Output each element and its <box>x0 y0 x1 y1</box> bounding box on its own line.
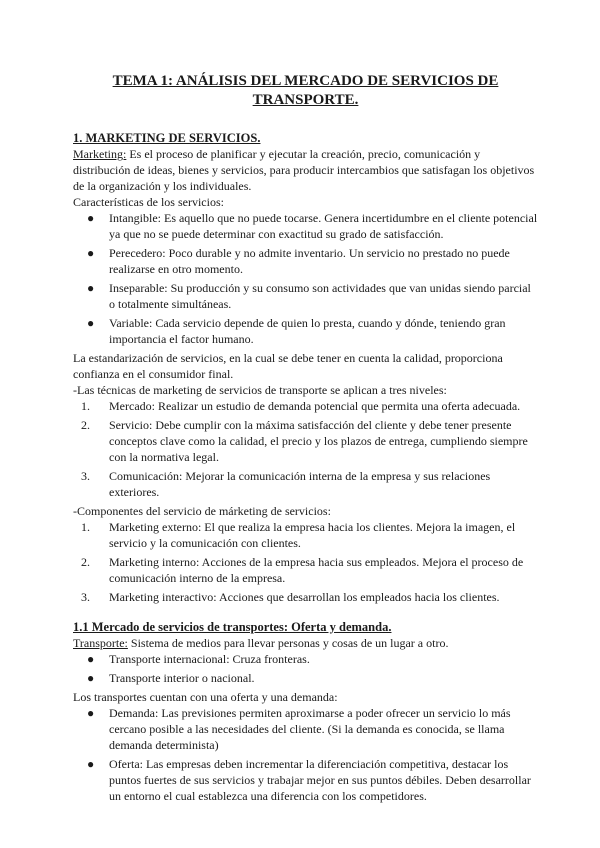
bullet-icon: ● <box>87 706 95 720</box>
list-item: 2. Servicio: Debe cumplir con la máxima satisfacción del cliente y debe tener presente conceptos clave como la calidad, el precio y los plazos de entrega, cumpliendo siempre con la normativa legal. <box>81 418 528 464</box>
marketing-definition <box>73 146 538 194</box>
list-item: 3. Comunicación: Mejorar la comunicación interna de la empresa y sus relaciones exteriores. <box>81 469 491 499</box>
bullet-icon: ● <box>87 211 95 225</box>
list-item: 1. Mercado: Realizar un estudio de demanda potencial que permita una oferta adecuada. <box>81 399 521 413</box>
bullet-icon: ● <box>87 281 95 295</box>
document-title: TEMA 1: ANÁLISIS DEL MERCADO DE SERVICIOS DE TRANSPORTE. <box>112 73 499 108</box>
bullet-icon: ● <box>87 652 95 666</box>
supply-demand-list <box>73 705 538 804</box>
bullet-icon: ● <box>87 757 95 771</box>
term-transporte: Transporte: <box>73 636 128 650</box>
standardization-paragraph: La estandarización de servicios, en la cual se debe tener en cuenta la calidad, proporciona confianza en el consumidor final. <box>73 351 503 381</box>
bullet-icon: ● <box>87 316 95 330</box>
list-item: ● Transporte internacional: Cruza fronteras. <box>87 652 310 666</box>
transport-definition-text: Sistema de medios para llevar personas y cosas de un lugar a otro. <box>127 636 449 650</box>
supply-demand-intro: Los transportes cuentan con una oferta y una demanda: <box>73 690 338 704</box>
list-item: 2. Marketing interno: Acciones de la empresa hacia sus empleados. Mejora el proceso de comunicación interno de la empresa. <box>81 555 524 585</box>
section-heading-transport-market: 1.1 Mercado de servicios de transportes: Oferta y demanda. <box>73 620 392 634</box>
list-item: ● Variable: Cada servicio depende de quien lo presta, cuando y dónde, teniendo gran importancia el factor humano. <box>87 316 506 346</box>
levels-list <box>73 398 538 500</box>
list-item: ● Transporte interior o nacional. <box>87 671 255 685</box>
levels-intro: -Las técnicas de marketing de servicios de transporte se aplican a tres niveles: <box>73 383 447 397</box>
list-item: ● Perecedero: Poco durable y no admite inventario. Un servicio no prestado no puede realizarse en otro momento. <box>87 246 510 276</box>
transport-definition <box>73 635 538 651</box>
list-item: ● Oferta: Las empresas deben incrementar la diferenciación competitiva, destacar los puntos fuertes de sus servicios y trabajar mejor en sus puntos débiles. Deben desarrollar un entorno el cual establezca una diferencia con los competidores. <box>87 757 531 803</box>
section-heading-marketing: 1. MARKETING DE SERVICIOS. <box>73 131 261 145</box>
term-marketing: Marketing: <box>73 147 127 161</box>
characteristics-intro: Características de los servicios: <box>73 195 224 209</box>
list-item: ● Demanda: Las previsiones permiten aproximarse a poder ofrecer un servicio lo más cercano posible a las necesidades del cliente. (Si la demanda es conocida, se llama demanda determinista) <box>87 706 511 752</box>
characteristics-list <box>73 210 538 347</box>
list-item: 3. Marketing interactivo: Acciones que desarrollan los empleados hacia los clientes. <box>81 590 500 604</box>
list-item: 1. Marketing externo: El que realiza la empresa hacia los clientes. Mejora la imagen, el servicio y la comunicación con clientes. <box>81 520 516 550</box>
list-item: ● Inseparable: Su producción y su consumo son actividades que van unidas siendo parcial o totalmente simultáneas. <box>87 281 531 311</box>
bullet-icon: ● <box>87 671 95 685</box>
marketing-definition-text: Es el proceso de planificar y ejecutar la creación, precio, comunicación y distribución de ideas, bienes y servicios, para producir intercambios que satisfagan los objetivos de la organización y los individuales. <box>73 147 535 193</box>
list-item: ● Intangible: Es aquello que no puede tocarse. Genera incertidumbre en el cliente potencial ya que no se puede determinar con exactitud su grado de satisfacción. <box>87 211 538 241</box>
components-intro: -Componentes del servicio de márketing de servicios: <box>73 504 331 518</box>
bullet-icon: ● <box>87 246 95 260</box>
components-list <box>73 519 538 605</box>
transport-types-list <box>73 651 538 686</box>
